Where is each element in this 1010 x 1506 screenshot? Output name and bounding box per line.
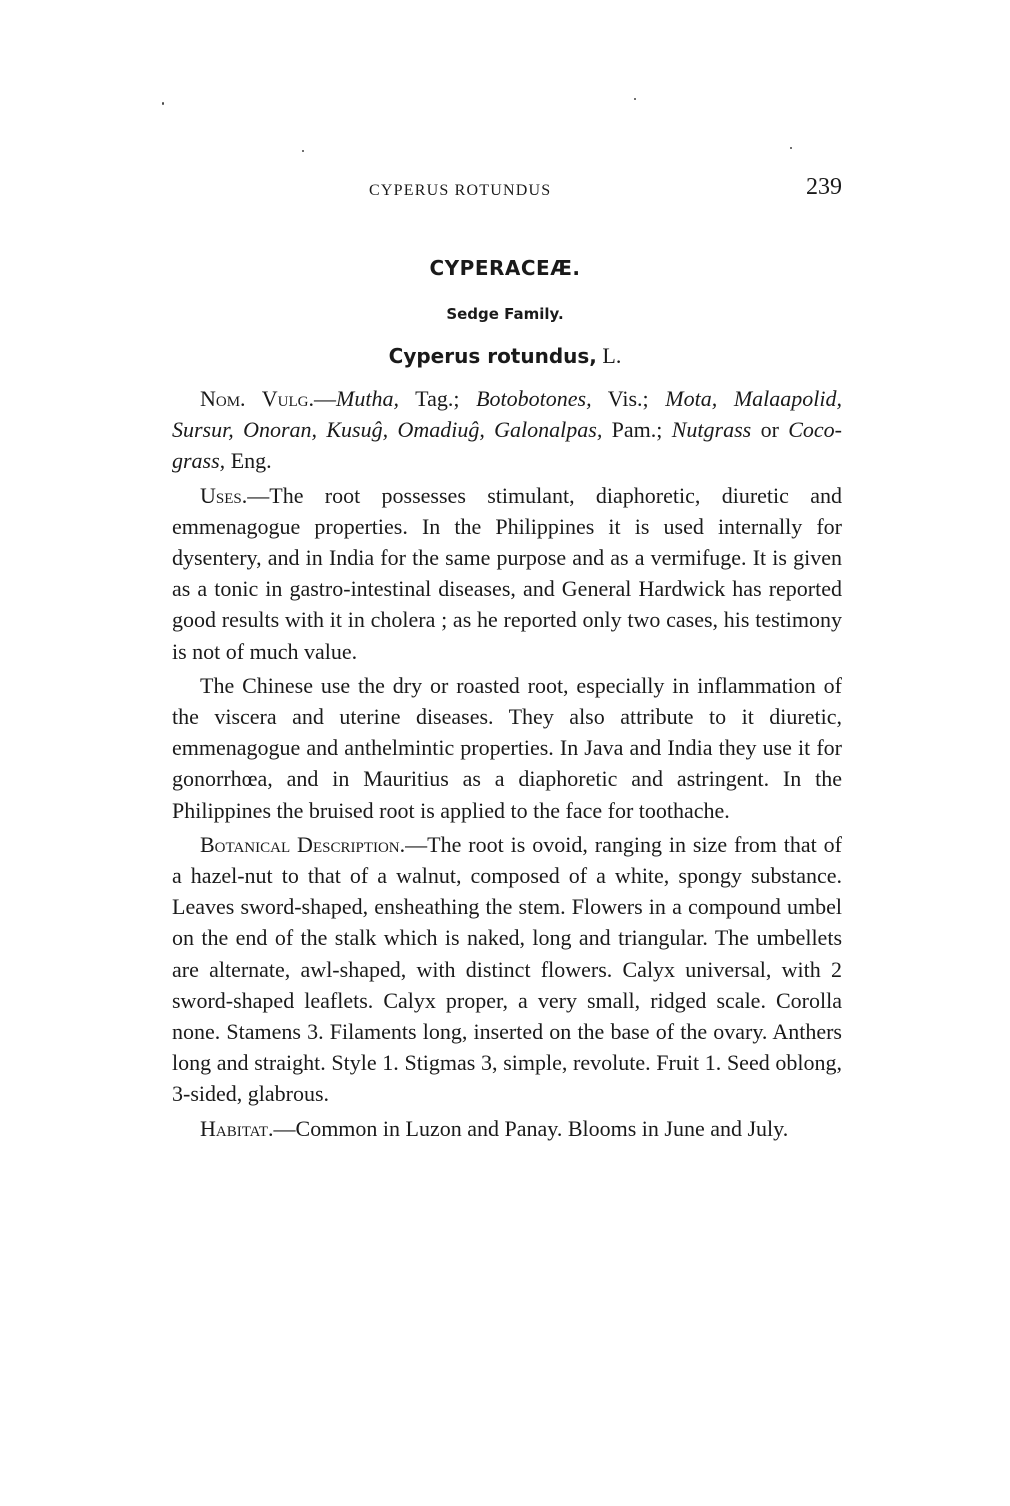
paragraph-text: —The root is ovoid, ranging in size from that of a hazel-nut to that of a walnut, composed of a white, spongy substance. Leaves sword-shaped, ensheathing the stem. Flowers in a compound umbel on the end of the stalk which is naked, long and triangular. The umbellets are alternate, awl-shaped, with distinct flowers. Calyx universal, with 2 sword-shaped leaflets. Calyx proper, a very small, ridged scale. Corolla none. Stamens 3. Filaments long, inserted on the base of the ovary. Anthers long and straight. Style 1. Stigmas 3, simple, revolute. Fruit 1. Seed oblong, 3-sided, glabrous. <box>172 831 842 1107</box>
scan-speck <box>634 98 636 100</box>
scan-speck <box>302 150 304 152</box>
language-abbrev: Tag.; <box>398 386 477 411</box>
dash: — <box>314 386 336 411</box>
paragraph-chinese-uses <box>172 670 842 826</box>
paragraph-nom-vulg <box>172 383 842 477</box>
vernacular-name: Mutha, <box>336 386 399 411</box>
species-heading <box>0 343 1010 369</box>
vernacular-name: Coco-grass, <box>172 417 842 474</box>
vernacular-name: Mota, Malaapolid, Sursur, Onoran, Kusuĝ, Omadiuĝ, Galonalpas, <box>172 386 842 443</box>
section-label-habitat: Habitat. <box>200 1115 274 1141</box>
language-abbrev: Pam.; <box>602 417 672 443</box>
family-common-name: Sedge Family. <box>446 305 564 323</box>
language-abbrev: Vis.; <box>591 386 666 411</box>
running-head <box>172 174 842 208</box>
paragraph-botanical-description <box>172 829 842 1110</box>
section-label-uses: Uses. <box>200 482 248 508</box>
vernacular-name: Botobotones, <box>476 386 592 411</box>
page-number: 239 <box>806 174 842 200</box>
body-text <box>172 383 842 1147</box>
scan-speck <box>790 147 792 149</box>
section-label-botanical: Botanical Description. <box>200 831 406 857</box>
family-heading: CYPERACEÆ. <box>429 256 581 280</box>
paragraph-text: —The root possesses stimulant, diaphoretic, diuretic and emmenagogue properties. In the Philippines it is used internally for dysentery, and in India for the same purpose and as a vermifuge. It is given as a tonic in gastro-intestinal diseases, and General Hardwick has reported good results with it in cholera ; as he reported only two cases, his testimony is not of much value. <box>172 482 842 664</box>
section-label-nom-vulg: Nom. Vulg. <box>200 386 314 411</box>
language-abbrev: Eng. <box>225 448 272 474</box>
paragraph-uses <box>172 480 842 667</box>
running-title: CYPERUS ROTUNDUS <box>369 182 552 199</box>
vernacular-name: Nutgrass <box>671 417 752 443</box>
paragraph-habitat <box>172 1113 842 1144</box>
paragraph-text: The Chinese use the dry or roasted root, especially in inflammation of the viscera and uterine diseases. They also attribute to it diuretic, emmenagogue and anthelmintic properties. In Java and India they use it for gonorrhœa, and in Mauritius as a diaphoretic and astringent. In the Philippines the bruised root is applied to the face for toothache. <box>172 672 842 823</box>
species-author: L. <box>602 343 622 368</box>
scan-speck <box>162 102 164 105</box>
connector: or <box>751 417 789 443</box>
paragraph-text: —Common in Luzon and Panay. Blooms in June and July. <box>273 1115 789 1141</box>
species-name: Cyperus rotundus, <box>388 344 597 368</box>
